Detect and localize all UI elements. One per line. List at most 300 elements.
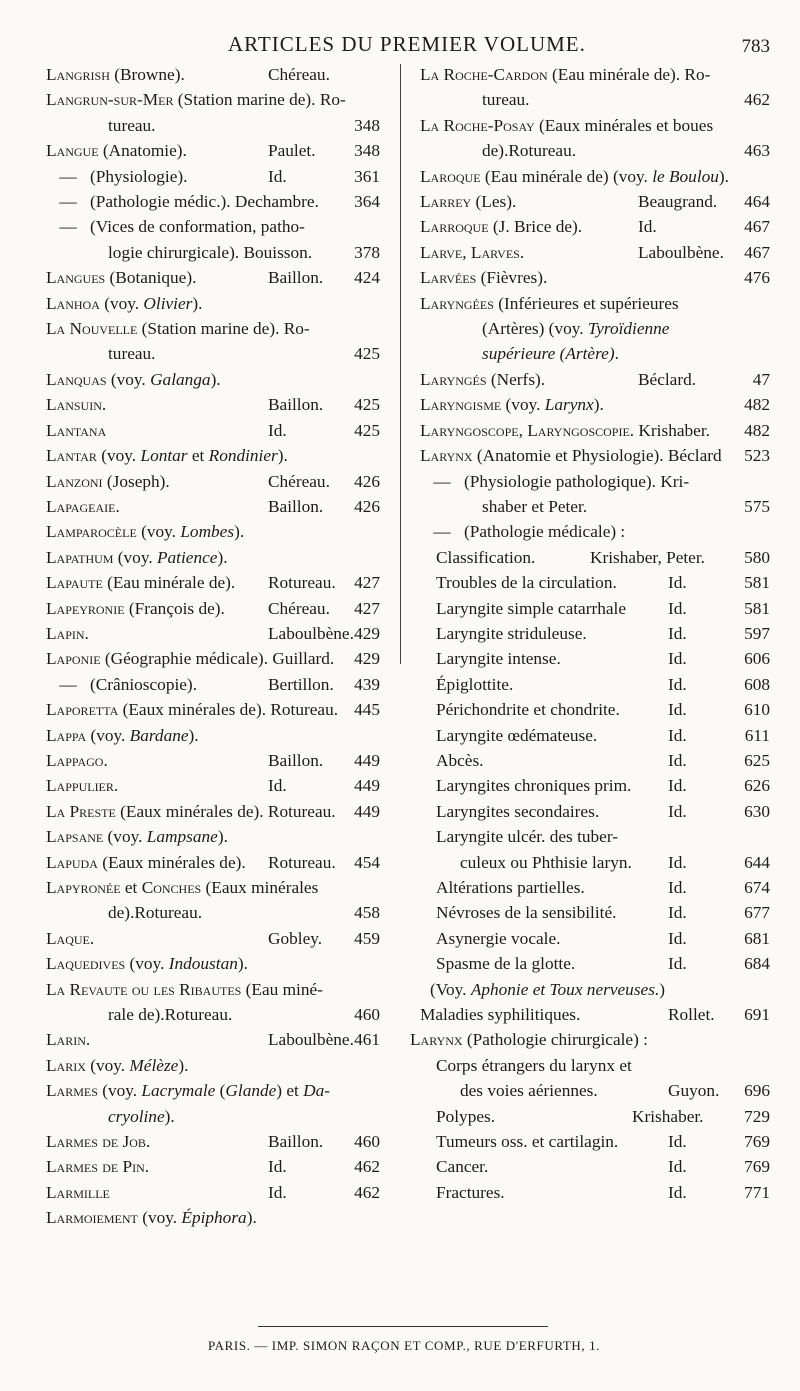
entry-headword: Laryngés: [420, 369, 487, 389]
entry-page: 348: [354, 115, 380, 135]
entry-headword: Lapin.: [46, 623, 89, 643]
entry-headword: Larmes: [46, 1081, 98, 1101]
sub-entry-page: 608: [744, 674, 770, 694]
sub-entry-author: Id.: [668, 801, 687, 821]
sub-entry-text: Périchondrite et chondrite.: [436, 700, 620, 720]
sub-entry-author: Id.: [668, 750, 687, 770]
entry-author: Id.: [638, 217, 657, 237]
sub-entry-text: Corps étrangers du larynx et: [436, 1055, 632, 1075]
entry-page: 361: [354, 166, 380, 186]
entry-text: ) et: [276, 1081, 304, 1101]
sub-entry-text: Laryngites secondaires.: [436, 801, 600, 821]
entry-text: (Joseph).: [102, 471, 170, 491]
entry-text: (Eaux minérales de). Rotureau.: [118, 700, 339, 720]
entry-text: (voy.: [137, 1208, 182, 1228]
entry-headword: Larroque: [420, 217, 489, 237]
entry-headword: Lapeyronie: [46, 598, 125, 618]
entry-text: (voy.: [103, 827, 147, 847]
entry-text: (Eau minérale de). Ro-: [547, 65, 711, 84]
index-entry: [46, 87, 380, 112]
entry-headword: Langrun-sur-Mer: [46, 90, 174, 110]
entry-text: (Eaux minérales de).: [97, 852, 246, 872]
entry-text: (Eaux minérales et boues: [534, 115, 714, 135]
entry-text: (voy.: [99, 293, 144, 313]
entry-text: Krishaber.: [634, 420, 710, 440]
dash-mark: —: [59, 217, 77, 237]
sub-entry-text: Névroses de la sensibilité.: [436, 903, 617, 923]
sub-entry-page: 769: [744, 1132, 770, 1152]
entry-headword: Laque.: [46, 928, 95, 948]
sub-entry-text: Laryngite intense.: [436, 649, 561, 669]
dash-mark: —: [433, 522, 451, 542]
sub-entry-text: Cancer.: [436, 1157, 489, 1177]
index-entry: [46, 1205, 380, 1230]
sub-entry-text: Spasme de la glotte.: [436, 954, 576, 974]
entry-text: (voy.: [85, 1055, 130, 1075]
entry-headword: Larmes de Job.: [46, 1132, 151, 1152]
entry-headword: Larmille: [46, 1182, 110, 1202]
entry-continuation: de).: [482, 141, 509, 161]
entry-headword: Larynx: [420, 446, 473, 466]
entry-page: 458: [354, 903, 380, 923]
dash-mark: —: [59, 674, 77, 694]
entry-page: 467: [744, 217, 770, 237]
entry-headword: Lappago.: [46, 750, 108, 770]
sub-entry-text: Tumeurs oss. et cartilagin.: [436, 1132, 619, 1152]
index-entry: [46, 672, 380, 697]
entry-page: 461: [354, 1030, 380, 1050]
entry-text: (Nerfs).: [486, 369, 546, 389]
sub-entry: [420, 545, 770, 570]
sub-entry-page: 681: [744, 928, 770, 948]
index-entry: [46, 138, 380, 163]
cross-reference: supérieure (Artère): [482, 344, 615, 364]
entry-page: 348: [354, 141, 380, 161]
entry-headword: Lapyronée: [46, 878, 121, 897]
index-entry: [46, 900, 380, 925]
sub-entry-text: Abcès.: [436, 750, 484, 770]
page-header: [0, 30, 800, 60]
entry-page: 482: [744, 395, 770, 415]
entry-continuation: (Artères) (voy.: [482, 319, 588, 339]
sub-entry-page: 630: [744, 801, 770, 821]
entry-text: ).: [178, 1055, 189, 1075]
index-entry: [46, 1053, 380, 1078]
sub-entry-author: Id.: [668, 623, 687, 643]
entry-page: 467: [744, 242, 770, 262]
sub-entry: [420, 697, 770, 722]
entry-author: Rotureau.: [268, 852, 336, 872]
index-entry: [46, 545, 380, 570]
entry-headword: Lapsane: [46, 827, 104, 847]
sub-entry-author: Id.: [668, 725, 687, 745]
entry-headword: Langue: [46, 141, 99, 161]
entry-page: 429: [354, 623, 380, 643]
entry-text: (Botanique).: [105, 268, 197, 288]
cross-reference: Indoustan: [168, 954, 238, 974]
entry-author: Baillon.: [268, 750, 324, 770]
entry-text: (Pathologie chirurgicale) :: [462, 1030, 648, 1050]
sub-entry-text: Épiglottite.: [436, 674, 514, 694]
entry-headword: Laquedives: [46, 954, 126, 974]
entry-continuation: de).: [108, 903, 135, 923]
sub-entry-author: Krishaber.: [632, 1106, 704, 1126]
index-entry: [46, 214, 380, 239]
sub-entry-author: Krishaber, Peter.: [590, 547, 705, 567]
sub-entry-text: Fractures.: [436, 1182, 505, 1202]
entry-page: 449: [354, 801, 380, 821]
index-entry: [420, 469, 770, 494]
entry-continuation: tureau.: [482, 90, 530, 110]
entry-headword: La Preste: [46, 801, 116, 821]
entry-page: 476: [744, 268, 770, 288]
entry-page: 462: [354, 1157, 380, 1177]
index-entry: [420, 519, 770, 544]
sub-entry-author: Id.: [668, 903, 687, 923]
sub-entry-text: Laryngite ulcér. des tuber-: [436, 827, 618, 847]
entry-headword: Lanhoa: [46, 293, 100, 313]
cross-reference: Bardane: [129, 725, 189, 745]
index-entry: [46, 799, 380, 824]
sub-entry-text: Laryngite striduleuse.: [436, 623, 587, 643]
index-entry: [420, 494, 770, 519]
sub-entry-text: Laryngites chroniques prim.: [436, 776, 632, 796]
entry-continuation: tureau.: [108, 344, 156, 364]
cross-reference: Patience: [156, 547, 218, 567]
entry-page: 425: [354, 395, 380, 415]
sub-entry: [420, 1053, 770, 1078]
cross-reference: Épiphora: [181, 1208, 247, 1228]
entry-page: 429: [354, 649, 380, 669]
entry-headword: Langues: [46, 268, 106, 288]
entry-author: Gobley.: [268, 928, 323, 948]
index-entry: [46, 164, 380, 189]
entry-page: 439: [354, 674, 380, 694]
entry-author: Baillon.: [268, 395, 324, 415]
entry-page: 47: [752, 369, 770, 389]
entry-page: 427: [354, 598, 380, 618]
entry-text: (J. Brice de).: [488, 217, 583, 237]
index-entry: [46, 646, 380, 671]
sub-entry: [420, 723, 770, 748]
sub-entry-author: Id.: [668, 700, 687, 720]
sub-entry-page: 677: [744, 903, 770, 923]
index-entry: [46, 1078, 380, 1103]
entry-text: (voy.: [113, 547, 157, 567]
entry-author: Baillon.: [268, 1132, 324, 1152]
dash-mark: —: [433, 471, 451, 491]
index-entry: [46, 1104, 380, 1129]
entry-headword: Larve, Larves.: [420, 242, 525, 262]
index-entry: [46, 1027, 380, 1052]
entry-text: (voy.: [86, 725, 130, 745]
sub-entry: [420, 1002, 770, 1027]
sub-entry: [420, 646, 770, 671]
entry-text: (Les).: [471, 192, 517, 212]
entry-continuation: logie chirurgicale). Bouisson.: [108, 242, 313, 262]
entry-headword: Larynx: [410, 1030, 463, 1050]
index-entry: [46, 926, 380, 951]
note-text: ): [659, 979, 666, 999]
entry-text: .: [614, 344, 619, 364]
cross-reference: Lacrymale: [141, 1081, 216, 1101]
index-entry: [46, 1180, 380, 1205]
entry-text: et: [120, 878, 142, 897]
entry-author: Baillon.: [268, 496, 324, 516]
index-entry: [420, 392, 770, 417]
entry-text: (Inférieures et supérieures: [493, 293, 679, 313]
entry-text: ).: [210, 369, 221, 389]
entry-text: (Eaux minérales: [201, 878, 319, 897]
cross-reference: Aphonie et Toux nerveuses.: [470, 979, 660, 999]
cross-reference: Da-: [303, 1081, 331, 1101]
index-entry: [46, 621, 380, 646]
entry-text: (Pathologie médicale) :: [464, 522, 626, 542]
entry-author: Bertillon.: [268, 674, 334, 694]
sub-entry-text: Troubles de la circulation.: [436, 573, 617, 593]
sub-entry-page: 611: [744, 725, 770, 745]
entry-text: ).: [192, 293, 203, 313]
entry-headword: Laryngoscope, Laryngoscopie.: [420, 420, 635, 440]
sub-entry-text: Laryngite œdémateuse.: [436, 725, 598, 745]
index-entry: [46, 519, 380, 544]
entry-headword: Lantar: [46, 446, 97, 466]
entry-headword: Lantana: [46, 420, 107, 440]
cross-reference: Lontar: [140, 446, 188, 466]
index-entry: [420, 87, 770, 112]
entry-text: ).: [188, 725, 199, 745]
sub-entry-page: 684: [744, 954, 770, 974]
sub-entry-author: Id.: [668, 649, 687, 669]
entry-text: (voy.: [136, 522, 181, 542]
entry-text: ).: [237, 954, 248, 974]
index-entry: [46, 265, 380, 290]
index-entry: [46, 875, 380, 900]
index-entry: [46, 341, 380, 366]
index-entry: [46, 850, 380, 875]
sub-entry-author: Id.: [668, 928, 687, 948]
entry-page: 454: [354, 852, 380, 872]
entry-author: Rotureau.: [164, 1005, 233, 1025]
entry-text: (Eaux minérales de). Rotureau.: [115, 801, 336, 821]
entry-text: (Pathologie médic.). Dechambre.: [90, 192, 319, 212]
entry-headword: Langrish: [46, 65, 110, 84]
entry-page: 427: [354, 573, 380, 593]
entry-headword: Conches: [141, 878, 202, 897]
entry-page: 426: [354, 496, 380, 516]
entry-text: (Anatomie).: [98, 141, 187, 161]
index-entry: [46, 1129, 380, 1154]
entry-headword: La Revaute ou les Ribautes: [46, 979, 242, 999]
sub-entry-text: Polypes.: [436, 1106, 496, 1126]
entry-text: ).: [593, 395, 604, 415]
entry-page: 482: [744, 420, 770, 440]
entry-text: (Fièvres).: [476, 268, 548, 288]
index-entry: [420, 291, 770, 316]
index-entry: [420, 240, 770, 265]
cross-reference: Mélèze: [129, 1055, 179, 1075]
sub-entry: [420, 799, 770, 824]
index-entry: [46, 977, 380, 1002]
entry-headword: Laryngisme: [420, 395, 502, 415]
entry-author: Id.: [268, 776, 287, 796]
sub-entry-author: Id.: [668, 674, 687, 694]
entry-text: (Eau miné-: [241, 979, 323, 999]
cross-reference: Galanga: [150, 369, 211, 389]
index-entry: [420, 316, 770, 341]
index-entry: [46, 240, 380, 265]
entry-headword: Larmes de Pin.: [46, 1157, 150, 1177]
sub-entry-page: 674: [744, 878, 770, 897]
entry-text: (Vices de conformation, patho-: [90, 217, 305, 237]
entry-text: (Station marine de). Ro-: [173, 90, 346, 110]
entry-headword: Lanzoni: [46, 471, 103, 491]
entry-author: Rotureau.: [508, 141, 577, 161]
sub-entry-page: 580: [744, 547, 770, 567]
entry-headword: Larrey: [420, 192, 472, 212]
entry-continuation: tureau.: [108, 115, 156, 135]
entry-page: 462: [354, 1182, 380, 1202]
entry-headword: Lappulier.: [46, 776, 119, 796]
entry-text: (Station marine de). Ro-: [137, 319, 310, 339]
entry-page: 425: [354, 344, 380, 364]
index-entry: [46, 418, 380, 443]
sub-entry-page: 696: [744, 1081, 770, 1101]
entry-author: Chéreau.: [268, 598, 330, 618]
sub-entry-page: 597: [744, 623, 770, 643]
index-entry: [46, 469, 380, 494]
entry-headword: Larmoiement: [46, 1208, 138, 1228]
entry-page: 462: [744, 90, 770, 110]
entry-text: ).: [217, 827, 228, 847]
sub-entry-author: Id.: [668, 1157, 687, 1177]
footer-rule: [258, 1326, 548, 1327]
index-entry: [420, 341, 770, 366]
entry-author: Id.: [268, 166, 287, 186]
entry-text: et: [187, 446, 209, 466]
entry-text: ).: [277, 446, 288, 466]
entry-headword: La Roche-Cardon: [420, 65, 548, 84]
index-entry: [46, 570, 380, 595]
sub-entry-text: Altérations partielles.: [436, 878, 585, 897]
entry-text: (Eau minérale de) (voy.: [480, 166, 653, 186]
see-also-note: [420, 977, 770, 1002]
sub-entry: [420, 1104, 770, 1129]
entry-page: 425: [354, 420, 380, 440]
sub-entry-text: culeux ou Phthisie laryn.: [460, 852, 632, 872]
entry-page: 378: [354, 242, 380, 262]
entry-text: ).: [234, 522, 245, 542]
index-entry: [420, 113, 770, 138]
index-entry: [420, 265, 770, 290]
index-entry: [420, 164, 770, 189]
index-entry: [420, 62, 770, 87]
entry-headword: Larvées: [420, 268, 477, 288]
cross-reference: Larynx: [544, 395, 594, 415]
entry-headword: Lapuda: [46, 852, 98, 872]
index-entry: [46, 824, 380, 849]
entry-headword: Lamparocèle: [46, 522, 137, 542]
index-entry: [46, 596, 380, 621]
sub-entry-page: 581: [744, 598, 770, 618]
sub-entry: [420, 875, 770, 900]
entry-page: 449: [354, 750, 380, 770]
entry-author: Paulet.: [268, 141, 316, 161]
sub-entry: [420, 1129, 770, 1154]
entry-page: 449: [354, 776, 380, 796]
index-entry: [46, 291, 380, 316]
index-entry: [46, 316, 380, 341]
entry-author: Laboulbène.: [638, 242, 724, 262]
sub-entry-page: 644: [744, 852, 770, 872]
entry-author: Id.: [268, 1157, 287, 1177]
entry-text: (voy.: [125, 954, 169, 974]
sub-entry-author: Id.: [668, 852, 687, 872]
sub-entry-author: Rollet.: [668, 1005, 715, 1025]
entry-page: 460: [354, 1005, 380, 1025]
index-entry: [46, 392, 380, 417]
entry-headword: Larix: [46, 1055, 86, 1075]
column-divider: [400, 64, 401, 664]
entry-text: (voy.: [97, 1081, 142, 1101]
dash-mark: —: [59, 192, 77, 212]
sub-entry: [420, 926, 770, 951]
sub-entry: [420, 850, 770, 875]
sub-entry-page: 606: [744, 649, 770, 669]
entry-text: ).: [164, 1106, 175, 1126]
entry-page: 460: [354, 1132, 380, 1152]
entry-headword: Larin.: [46, 1030, 91, 1050]
entry-author: Id.: [268, 1182, 287, 1202]
entry-text: (: [215, 1081, 226, 1101]
entry-headword: Laroque: [420, 166, 481, 186]
entry-headword: Lansuin.: [46, 395, 107, 415]
index-entry: [46, 697, 380, 722]
index-entry: [46, 113, 380, 138]
sub-entry: [420, 596, 770, 621]
index-entry: [420, 189, 770, 214]
index-entry: [46, 494, 380, 519]
sub-entry-text: Laryngite simple catarrhale: [436, 598, 627, 618]
entry-text: (voy.: [96, 446, 141, 466]
entry-headword: Lanquas: [46, 369, 107, 389]
sub-entry-page: 729: [744, 1106, 770, 1126]
entry-author: Rotureau.: [268, 573, 336, 593]
index-entry: [46, 1002, 380, 1027]
sub-entry-page: 771: [744, 1182, 770, 1202]
entry-text: (Anatomie et Physiologie). Béclard: [472, 446, 722, 466]
sub-entry: [420, 672, 770, 697]
entry-headword: Lapageaie.: [46, 496, 120, 516]
entry-page: 426: [354, 471, 380, 491]
entry-text: (Crânioscopie).: [90, 674, 198, 694]
entry-headword: La Roche-Posay: [420, 115, 535, 135]
entry-text: (voy.: [501, 395, 545, 415]
entry-author: Chéreau.: [268, 65, 330, 84]
sub-entry: [420, 570, 770, 595]
entry-headword: Lapaute: [46, 573, 103, 593]
running-title: ARTICLES DU PREMIER VOLUME.: [228, 32, 586, 56]
sub-entry: [420, 1180, 770, 1205]
entry-page: 523: [744, 446, 770, 466]
entry-continuation: rale de).: [108, 1005, 165, 1025]
entry-text: (Physiologie).: [90, 166, 188, 186]
page-number: 783: [741, 36, 770, 57]
entry-text: (François de).: [124, 598, 225, 618]
sub-entry-author: Id.: [668, 598, 687, 618]
printer-imprint: PARIS. — IMP. SIMON RAÇON ET COMP., RUE D'ERFURTH, 1.: [208, 1338, 601, 1353]
sub-entry-text: Classification.: [436, 547, 536, 567]
